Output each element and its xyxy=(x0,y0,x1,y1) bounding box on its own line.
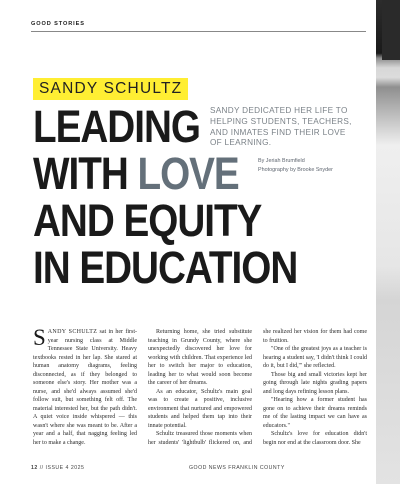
lead-in-caps: ANDY SCHULTZ xyxy=(47,329,98,335)
body-paragraph: As an educator, Schultz's main goal was to create a positive, inclusive environment that nurtured and empowered students and helped them tap into their innate potential. xyxy=(148,388,252,429)
body-paragraph xyxy=(33,325,137,447)
drop-cap: S xyxy=(33,325,46,350)
body-paragraph: Schultz treasured those moments when her students' 'lightbulb' flickered on, and she realized her vision for them had come to fruition. xyxy=(148,329,367,446)
header-divider xyxy=(31,31,366,32)
magazine-name: GOOD NEWS FRANKLIN COUNTY xyxy=(189,465,285,471)
body-paragraph: Schultz's love for education didn't begin nor end at the classroom door. She xyxy=(263,431,367,446)
issue-label: // ISSUE 4 2025 xyxy=(37,465,85,471)
headline-line-4: IN EDUCATION xyxy=(33,242,298,293)
subject-name-banner: SANDY SCHULTZ xyxy=(33,78,188,100)
article-dek: SANDY DEDICATED HER LIFE TO HELPING STUDENTS, TEACHERS, AND INMATES FIND THEIR LOVE OF LEARNING. xyxy=(210,106,352,148)
body-paragraph: Returning home, she tried substitute teaching in Grundy County, where she unexpectedly discovered her love for working with children. That experience led her to switch her major to education, leading her to what would soon become the career of her dreams. xyxy=(148,329,252,386)
section-label: GOOD STORIES xyxy=(31,21,85,27)
body-paragraph-text: sat in her first-year nursing class at Middle Tennessee State University. Heavy textbooks rested in her lap. She stared at human anatomy diagrams, feeling disconnected, as if they belonged to someone else's story. Her mother was a nurse, and she'd always assumed she'd follow suit, but something felt off. The material interested her, but the path didn't. A quiet voice inside whispered — this wasn't where she was meant to be. After a year and a half, that nagging feeling led her to make a change. xyxy=(33,329,137,446)
body-paragraph: Those big and small victories kept her going through late nights grading papers and long days refining lesson plans. xyxy=(263,371,367,395)
byline xyxy=(258,157,378,174)
headline-line-2-text: WITH xyxy=(33,148,138,199)
body-paragraph: "One of the greatest joys as a teacher is hearing a student say, 'I didn't think I could do it, but I did,'" she reflected. xyxy=(263,346,367,369)
headline-line-1: LEADING xyxy=(33,101,200,152)
cover-photo-strip xyxy=(376,0,400,484)
page-number: 12 xyxy=(31,465,38,471)
headline-line-3: AND EQUITY xyxy=(33,195,262,246)
article-body xyxy=(33,325,367,447)
headline-accent-word: LOVE xyxy=(137,148,239,199)
author-credit: By Jeriah Brumfield xyxy=(258,158,305,164)
page-folio xyxy=(31,465,84,471)
photo-credit: Photography by Brooke Snyder xyxy=(258,166,333,173)
body-paragraph: "Hearing how a former student has gone on to achieve their dreams reminds me of the lasting impact we can have as educators." xyxy=(263,397,367,429)
